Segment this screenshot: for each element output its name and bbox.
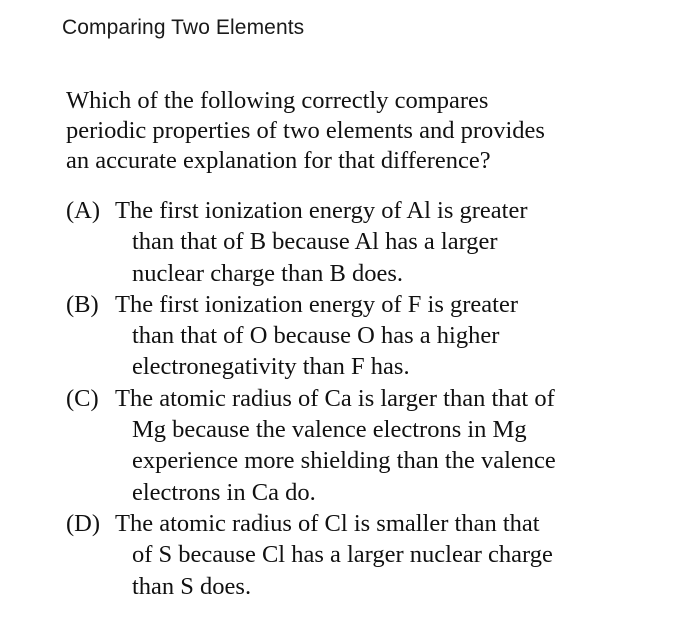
option-line: than that of B because Al has a larger bbox=[132, 228, 498, 256]
option-line: than S does. bbox=[132, 572, 252, 600]
option-letter: (B) bbox=[66, 290, 99, 318]
option-letter: (A) bbox=[66, 197, 101, 224]
option-line: The atomic radius of Ca is larger than that of bbox=[115, 384, 555, 412]
option-line: Mg because the valence electrons in Mg bbox=[132, 416, 527, 444]
option-line: The first ionization energy of Al is greater bbox=[115, 197, 528, 224]
option-a bbox=[66, 195, 676, 289]
question-line: an accurate explanation for that difference? bbox=[66, 147, 491, 174]
option-line: The atomic radius of Cl is smaller than that bbox=[115, 509, 540, 537]
option-line: of S because Cl has a larger nuclear charge bbox=[132, 541, 553, 569]
option-letter: (D) bbox=[66, 509, 101, 537]
option-line: than that of O because O has a higher bbox=[132, 322, 500, 350]
option-line: electrons in Ca do. bbox=[132, 478, 316, 506]
question-line: periodic properties of two elements and provides bbox=[66, 117, 545, 144]
answer-options bbox=[66, 195, 676, 602]
question-line: Which of the following correctly compares bbox=[66, 87, 489, 114]
option-line: experience more shielding than the valence bbox=[132, 447, 556, 475]
option-d bbox=[66, 508, 676, 602]
option-b bbox=[66, 289, 676, 383]
page-title: Comparing Two Elements bbox=[62, 16, 305, 39]
option-letter: (C) bbox=[66, 384, 99, 412]
option-c bbox=[66, 383, 676, 508]
option-line: nuclear charge than B does. bbox=[132, 259, 403, 287]
question-text bbox=[66, 86, 666, 176]
option-line: The first ionization energy of F is greater bbox=[115, 290, 518, 318]
option-line: electronegativity than F has. bbox=[132, 353, 410, 381]
